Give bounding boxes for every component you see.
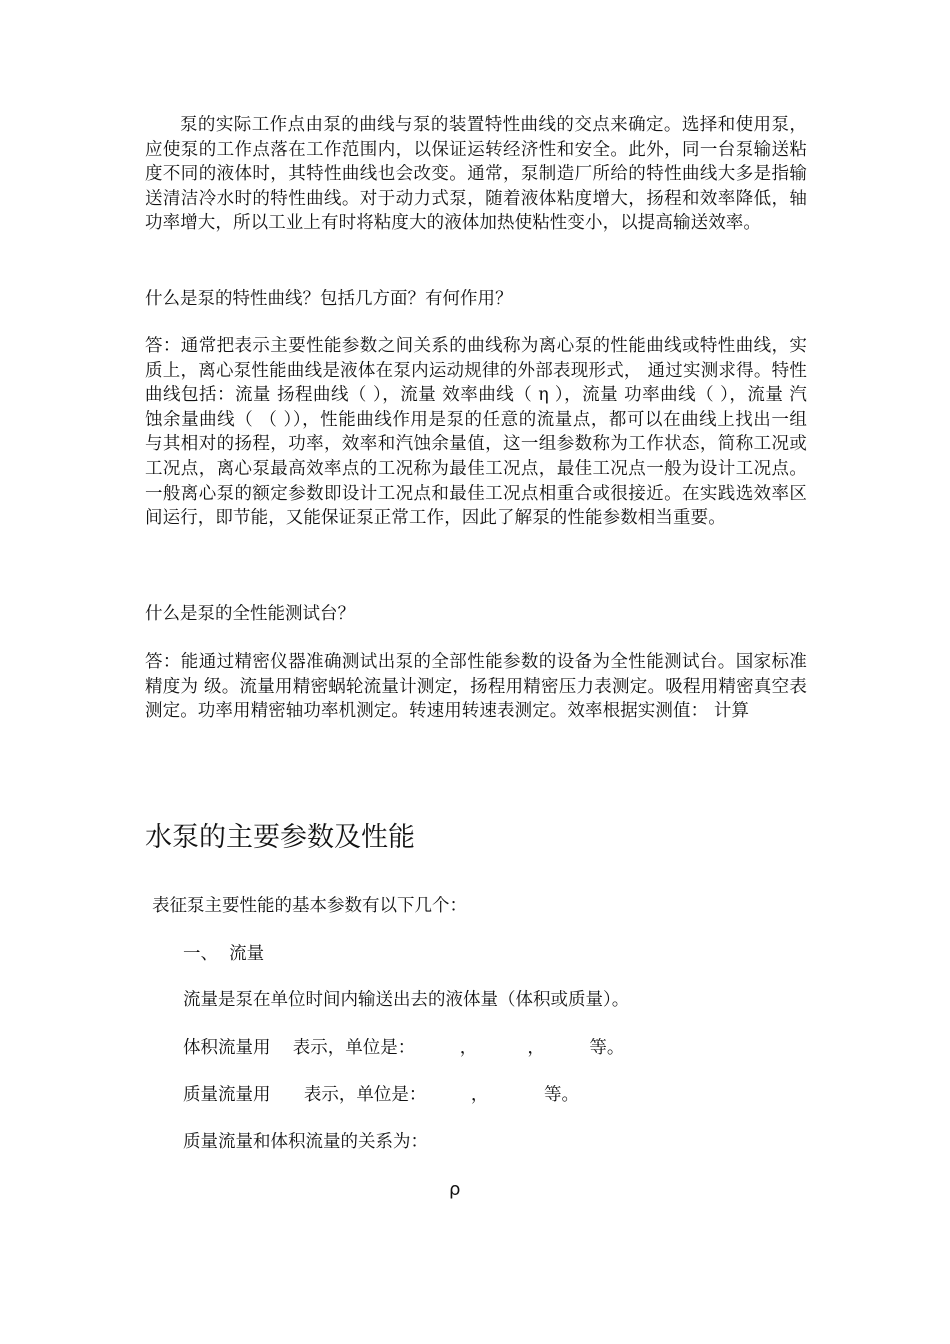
flow-definition: 流量是泵在单位时间内输送出去的液体量（体积或质量）。	[183, 990, 630, 1010]
volume-flow-line: 体积流量用 表示，单位是： ， ， 等。	[183, 1038, 625, 1058]
mass-flow-line: 质量流量用 表示，单位是： ， 等。	[183, 1085, 580, 1105]
section-lead: 表征泵主要性能的基本参数有以下几个：	[152, 896, 467, 916]
answer-characteristic-curve: 答：通常把表示主要性能参数之间关系的曲线称为离心泵的性能曲线或特性曲线，实质上，离心泵性能曲线是液体在泵内运动规律的外部表现形式， 通过实测求得。特性曲线包括：流量 扬程曲线（ ），流量 效率曲线（ η ），流量 功率曲线（ ），流量 汽蚀余量曲线（ （ ）），性能曲线作用是泵的任意的流量点，都可以在曲线上找出一组与其相对的扬程，功率，效率和汽蚀余量值，这一组参数称为工作状态，简称工况或工况点，离心泵最高效率点的工况称为最佳工况点，最佳工况点一般为设计工况点。一般离心泵的额定参数即设计工况点和最佳工况点相重合或很接近。在实践选效率区间运行，即节能，又能保证泵正常工作，因此了解泵的性能参数相当重要。	[145, 336, 807, 529]
section-heading: 水泵的主要参数及性能	[145, 822, 415, 853]
question-characteristic-curve: 什么是泵的特性曲线？包括几方面？有何作用？	[145, 289, 513, 309]
intro-paragraph: 泵的实际工作点由泵的曲线与泵的装置特性曲线的交点来确定。选择和使用泵，应使泵的工作点落在工作范围内，以保证运转经济性和安全。此外，同一台泵输送粘度不同的液体时，其特性曲线也会改变。通常，泵制造厂所给的特性曲线大多是指输送清洁冷水时的特性曲线。对于动力式泵，随着液体粘度增大，扬程和效率降低，轴功率增大，所以工业上有时将粘度大的液体加热使粘性变小，以提高输送效率。	[145, 115, 807, 234]
rho-symbol: ρ	[449, 1179, 461, 1200]
item-flow-title: 一、 流量	[183, 944, 265, 964]
relation-line: 质量流量和体积流量的关系为：	[183, 1132, 428, 1152]
question-test-bench: 什么是泵的全性能测试台？	[145, 604, 355, 624]
answer-test-bench: 答：能通过精密仪器准确测试出泵的全部性能参数的设备为全性能测试台。国家标准精度为 级。流量用精密蜗轮流量计测定，扬程用精密压力表测定。吸程用精密真空表测定。功率用精密轴功率机测定。转速用转速表测定。效率根据实测值： 计算	[145, 652, 807, 722]
